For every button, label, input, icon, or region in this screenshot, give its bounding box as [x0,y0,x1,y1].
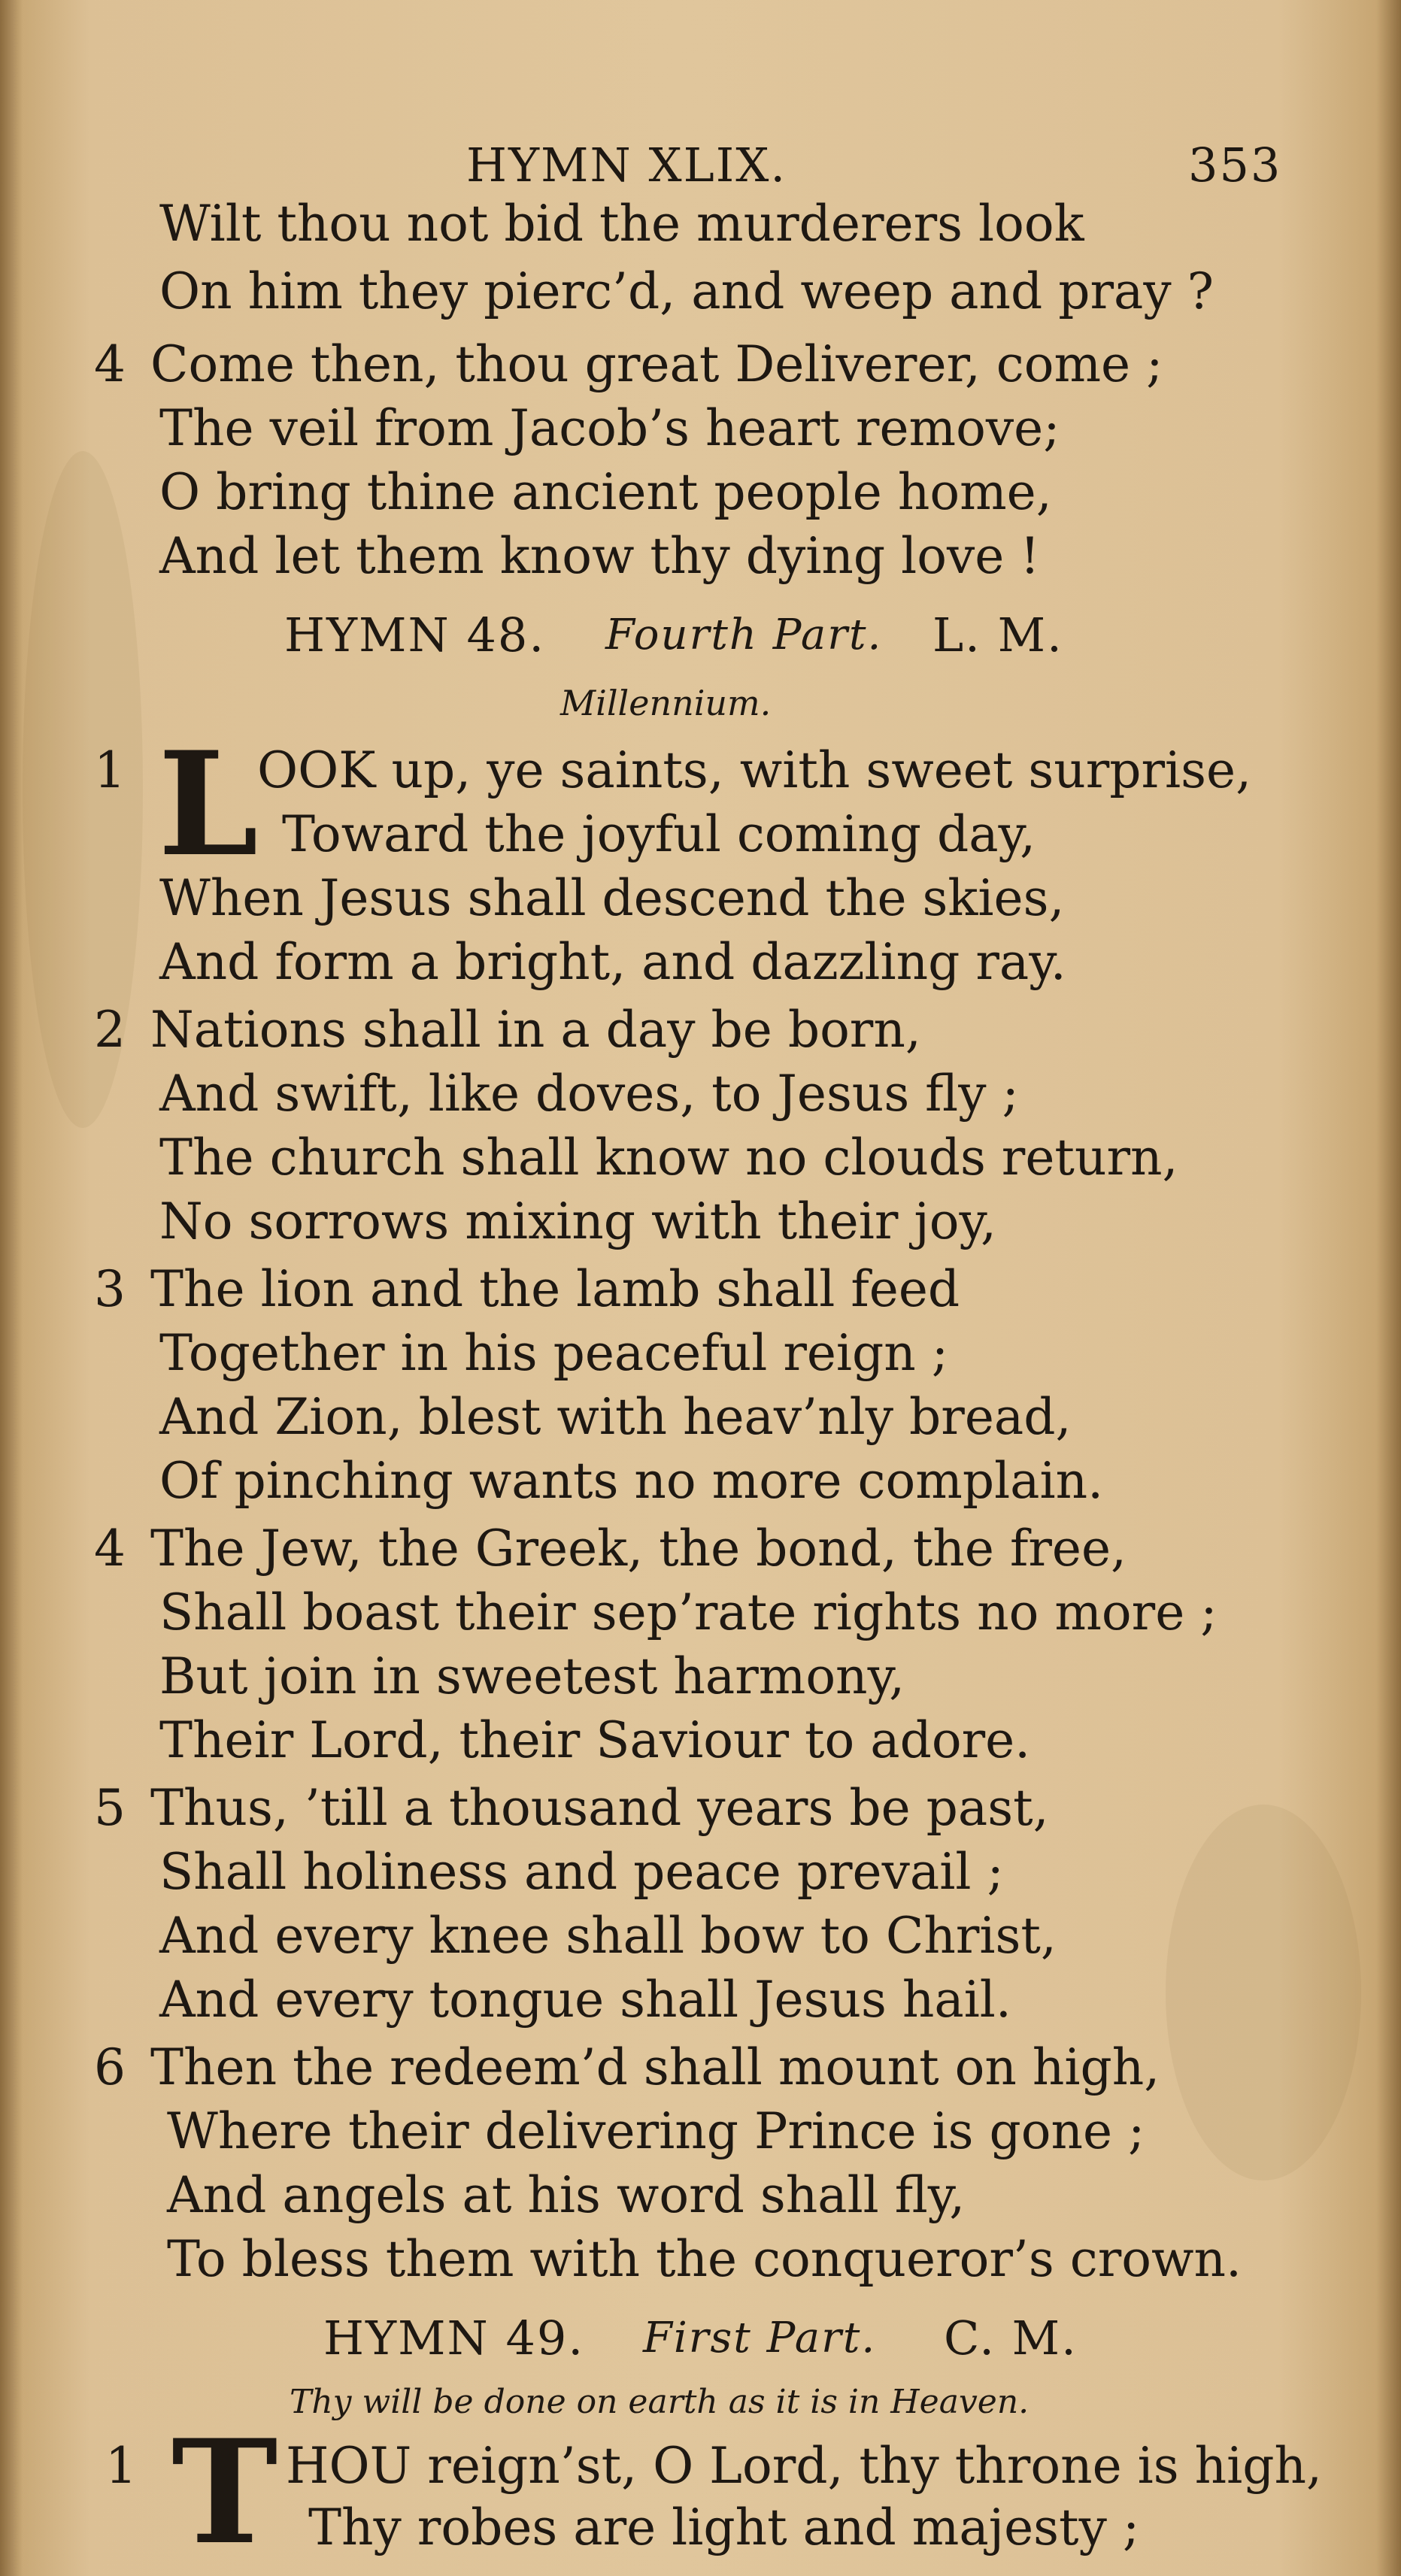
verse-line: Shall holiness and peace prevail ; [159,1843,1004,1901]
verse-number: 4 [94,335,126,393]
running-title: HYMN XLIX. [466,138,787,192]
drop-cap: L [158,720,259,888]
paper-stain [1166,1805,1361,2181]
hymn-part: First Part. [643,2314,877,2362]
verse-line: To bless them with the conqueror’s crown. [167,2230,1242,2288]
verse-line: And let them know thy dying love ! [159,527,1040,585]
verse-line: On him they pierc’d, and weep and pray ? [159,262,1215,320]
verse-number: 4 [94,1520,126,1577]
verse-line: The lion and the lamb shall feed [150,1260,960,1318]
verse-line: Thy robes are light and majesty ; [308,2499,1140,2556]
verse-line: Shall boast their sep’rate rights no more ; [159,1583,1218,1641]
verse-line: No sorrows mixing with their joy, [159,1193,997,1250]
verse-line: Then the redeem’d shall mount on high, [150,2038,1160,2096]
verse-line: O bring thine ancient people home, [159,463,1052,521]
verse-line: Thus, ’till a thousand years be past, [150,1779,1049,1837]
verse-line: Of pinching wants no more complain. [159,1452,1104,1510]
hymn-meter: C. M. [944,2311,1078,2365]
verse-line: HOU reign’st, O Lord, thy throne is high, [286,2437,1322,2495]
verse-line: But join in sweetest harmony, [159,1647,905,1705]
verse-line: OOK up, ye saints, with sweet surprise, [257,741,1252,799]
verse-number: 5 [94,1779,126,1837]
verse-number: 2 [94,1001,126,1059]
verse-line: The veil from Jacob’s heart remove; [159,399,1060,457]
verse-line: Come then, thou great Deliverer, come ; [150,335,1163,393]
hymn-subject: Thy will be done on earth as it is in Heaven. [290,2383,1030,2421]
verse-number: 1 [94,741,126,799]
verse-line: The Jew, the Greek, the bond, the free, [150,1520,1127,1577]
page-number: 353 [1188,138,1282,192]
verse-line: And Zion, blest with heav’nly bread, [159,1388,1072,1446]
verse-line: When Jesus shall descend the skies, [159,869,1065,927]
hymn-label: HYMN 49. [323,2311,585,2365]
verse-line: Toward the joyful coming day, [282,805,1036,863]
hymn-label: HYMN 48. [284,608,546,662]
drop-cap: T [171,2408,278,2576]
verse-line: Wilt thou not bid the murderers look [159,195,1084,253]
verse-number: 6 [94,2038,126,2096]
verse-line: Where their delivering Prince is gone ; [167,2102,1145,2160]
hymn-part: Fourth Part. [605,611,883,659]
verse-number: 3 [94,1260,126,1318]
verse-line: And every knee shall bow to Christ, [159,1907,1057,1965]
hymn-meter: L. M. [932,608,1063,662]
verse-number: 1 [105,2437,137,2495]
verse-line: And swift, like doves, to Jesus fly ; [159,1065,1019,1123]
verse-line: Their Lord, their Saviour to adore. [159,1711,1031,1769]
verse-line: The church shall know no clouds return, [159,1129,1178,1186]
verse-line: Nations shall in a day be born, [150,1001,921,1059]
verse-line: And every tongue shall Jesus hail. [159,1971,1011,2029]
verse-line: And angels at his word shall fly, [167,2166,966,2224]
verse-line: Together in his peaceful reign ; [159,1324,949,1382]
verse-line: And form a bright, and dazzling ray. [159,933,1066,991]
hymn-subject: Millennium. [560,683,772,723]
